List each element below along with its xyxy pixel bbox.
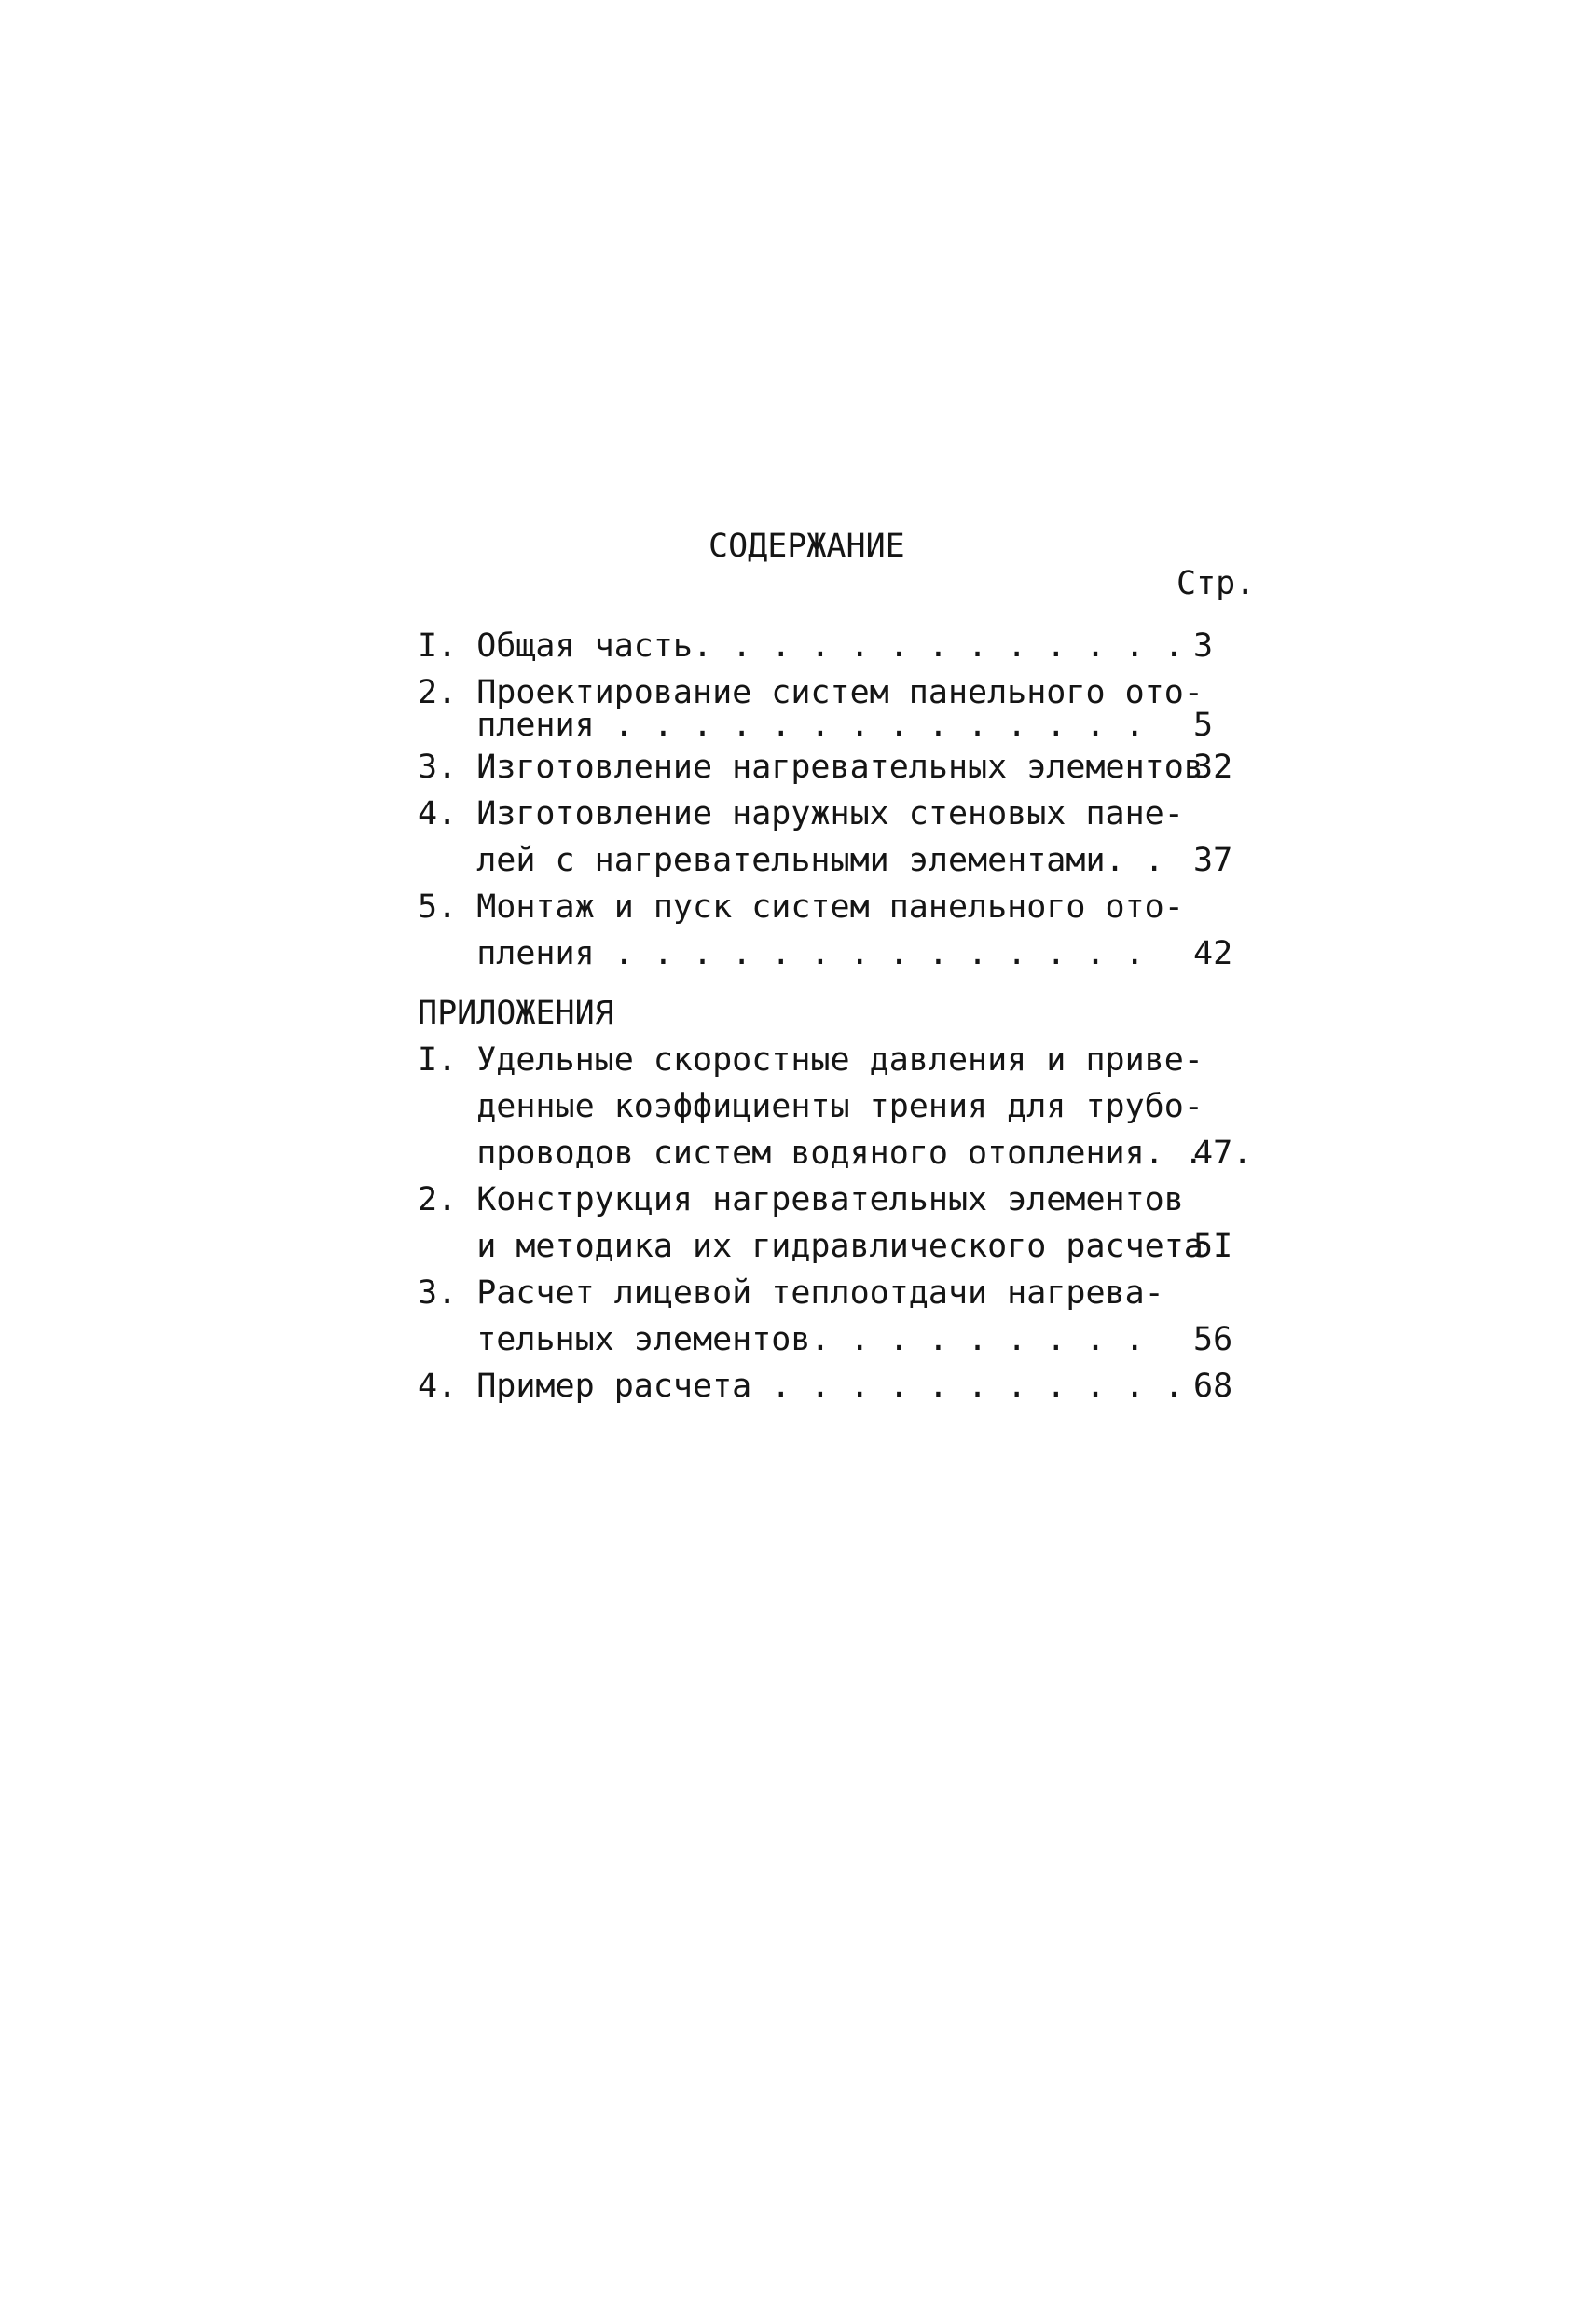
toc-line: пления . . . . . . . . . . . . . .	[418, 707, 1145, 744]
appendix-page-number: 56	[1193, 1321, 1233, 1358]
toc-page-number: 37	[1193, 842, 1233, 879]
page-column-header: Стр.	[1176, 565, 1256, 602]
appendix-line: I. Удельные скоростные давления и приве-	[418, 1041, 1204, 1079]
toc-page-number: 32	[1193, 749, 1233, 786]
appendix-page-number: 47.	[1193, 1135, 1253, 1172]
toc-line: 4. Изготовление наружных стеновых пане-	[418, 795, 1184, 833]
toc-line: 2. Проектирование систем панельного ото-	[418, 674, 1204, 711]
appendix-line: проводов систем водяного отопления. .	[418, 1135, 1204, 1172]
appendix-page-number: 5I	[1193, 1228, 1233, 1265]
appendix-line: 2. Конструкция нагревательных элементов	[418, 1181, 1184, 1218]
toc-page-number: 3	[1193, 627, 1214, 665]
toc-line: 3. Изготовление нагревательных элементов	[418, 749, 1204, 786]
page-title: СОДЕРЖАНИЕ	[709, 528, 905, 565]
appendix-line: 3. Расчет лицевой теплоотдачи нагрева-	[418, 1274, 1164, 1312]
appendix-line: денные коэффициенты трения для трубо-	[418, 1088, 1204, 1125]
appendix-heading: ПРИЛОЖЕНИЯ	[418, 995, 614, 1032]
appendix-line: и методика их гидравлического расчета	[418, 1228, 1204, 1265]
toc-line: I. Общая часть. . . . . . . . . . . . .	[418, 627, 1184, 665]
appendix-line: 4. Пример расчета . . . . . . . . . . .	[418, 1368, 1184, 1405]
toc-line: лей с нагревательными элементами. .	[418, 842, 1164, 879]
appendix-line: тельных элементов. . . . . . . . .	[418, 1321, 1145, 1358]
toc-page-number: 5	[1193, 707, 1214, 744]
toc-line: пления . . . . . . . . . . . . . .	[418, 935, 1145, 972]
toc-line: 5. Монтаж и пуск систем панельного ото-	[418, 888, 1184, 926]
appendix-page-number: 68	[1193, 1368, 1233, 1405]
toc-page-number: 42	[1193, 935, 1233, 972]
